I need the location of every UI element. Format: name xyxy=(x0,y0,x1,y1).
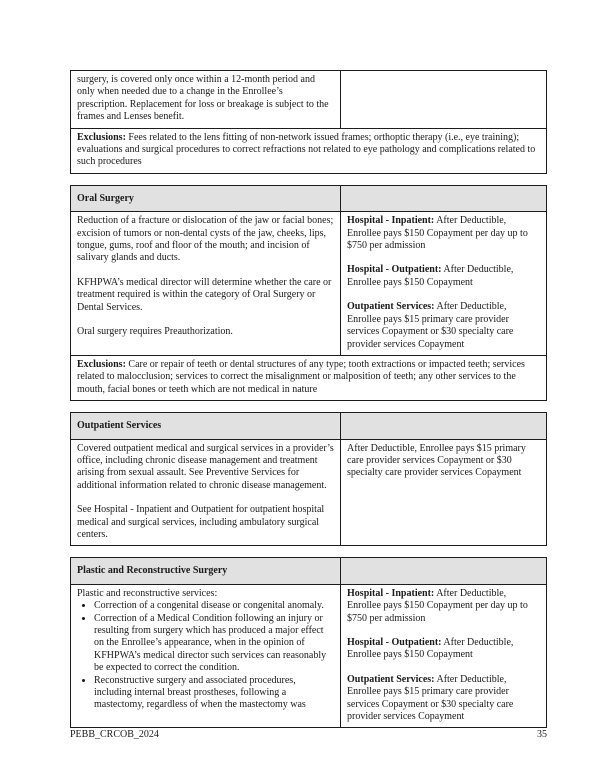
table-row xyxy=(71,212,547,356)
outpatient-services-table xyxy=(70,412,547,546)
description-paragraph: Oral surgery requires Preauthorization. xyxy=(77,326,233,338)
plastic-surgery-title: Plastic and Reconstructive Surgery xyxy=(71,558,341,584)
oral-surgery-cost xyxy=(341,212,547,356)
benefit-label: Hospital - Outpatient: xyxy=(347,264,442,276)
benefit-hospital-outpatient xyxy=(347,264,540,289)
benefit-label: Hospital - Inpatient: xyxy=(347,215,435,227)
vision-hardware-table-continued xyxy=(70,70,547,174)
benefit-text: After Deductible, Enrollee pays $15 primary care provider services Copayment or $30 specialty care provider services Copayment xyxy=(347,673,514,723)
description-paragraph: Covered outpatient medical and surgical services in a provider’s office, including chronic disease management and treatment arising from sexual assault. See Preventive Services for additional information related to chronic disease management. xyxy=(77,442,334,491)
vision-exclusions xyxy=(71,128,547,173)
benefit-hospital-inpatient xyxy=(347,588,540,625)
description-intro: Plastic and reconstructive services: xyxy=(77,587,218,599)
benefit-text: After Deductible, Enrollee pays $150 Copayment xyxy=(347,637,514,661)
outpatient-services-cost xyxy=(341,439,547,546)
description-paragraph: KFHPWA’s medical director will determine whether the care or treatment required is within the category of Oral Surgery or Dental Services. xyxy=(77,276,332,313)
benefit-label: Hospital - Outpatient: xyxy=(347,637,442,648)
plastic-surgery-title-spacer xyxy=(341,558,547,584)
exclusions-label: Exclusions: xyxy=(77,131,126,143)
vision-benefit-description xyxy=(71,71,341,129)
table-row xyxy=(71,355,547,400)
outpatient-services-title-spacer xyxy=(341,413,547,439)
document-id: PEBB_CRCOB_2024 xyxy=(70,729,159,740)
vision-benefit-cost-empty xyxy=(341,71,547,129)
table-row xyxy=(71,584,547,728)
table-row xyxy=(71,128,547,173)
benefit-hospital-inpatient xyxy=(347,215,540,252)
table-row xyxy=(71,558,547,584)
benefit-outpatient-services xyxy=(347,674,540,724)
table-row xyxy=(71,413,547,439)
benefit-label: Hospital - Inpatient: xyxy=(347,587,435,599)
service-bullet-list xyxy=(77,600,334,712)
page-body xyxy=(70,70,547,739)
benefit-text: After Deductible, Enrollee pays $15 primary care provider services Copayment or $30 specialty care provider services Copayment xyxy=(347,442,526,479)
oral-surgery-table xyxy=(70,185,547,401)
benefit-hospital-outpatient xyxy=(347,637,540,662)
list-item: • Correction of a Medical Condition following an injury or resulting from surgery which has produced a major effect on the Enrollee’s appearance, when in the opinion of KFHPWA’s medical director such services can reasonably be expected to correct the condition. xyxy=(94,613,334,675)
exclusions-text: Fees related to the lens fitting of non-network issued frames; orthoptic therapy (i.e., eye training); evaluations and surgical procedures to correct refractions not related to eye pathology and complications related to such procedures xyxy=(77,131,536,168)
list-item: • Correction of a congenital disease or congenital anomaly. xyxy=(94,600,334,612)
plastic-reconstructive-surgery-table xyxy=(70,557,547,728)
list-item: • Reconstructive surgery and associated procedures, including internal breast prostheses, following a mastectomy, regardless of when the mastectomy was xyxy=(94,675,334,712)
description-paragraph: Reduction of a fracture or dislocation of the jaw or facial bones; excision of tumors or non-dental cysts of the jaw, cheeks, lips, tongue, gums, roof and floor of the mouth; and incision of salivary glands and ducts. xyxy=(77,215,334,264)
table-row xyxy=(71,185,547,211)
benefit-text: After Deductible, Enrollee pays $150 Copayment per day up to $750 per admission xyxy=(347,215,528,252)
outpatient-services-description xyxy=(71,439,341,546)
page-footer xyxy=(70,729,547,740)
benefit-outpatient-services xyxy=(347,301,540,351)
exclusions-label: Exclusions: xyxy=(77,358,126,370)
description-paragraph: surgery, is covered only once within a 12-month period and only when needed due to a change in the Enrollee’s prescription. Replacement for loss or breakage is subject to the frames and Lenses benefit. xyxy=(77,74,329,123)
benefit-text: After Deductible, Enrollee pays $150 Copayment xyxy=(347,264,514,288)
benefit-label: Outpatient Services: xyxy=(347,301,435,313)
oral-surgery-description xyxy=(71,212,341,356)
oral-surgery-title: Oral Surgery xyxy=(71,185,341,211)
benefit-text: After Deductible, Enrollee pays $150 Copayment per day up to $750 per admission xyxy=(347,587,528,624)
plastic-surgery-cost xyxy=(341,584,547,728)
table-row xyxy=(71,71,547,129)
description-paragraph: See Hospital - Inpatient and Outpatient for outpatient hospital medical and surgical services, including ambulatory surgical centers. xyxy=(77,504,325,540)
page-number: 35 xyxy=(537,729,547,740)
outpatient-services-title: Outpatient Services xyxy=(71,413,341,439)
benefit-label: Outpatient Services: xyxy=(347,673,435,685)
exclusions-text: Care or repair of teeth or dental structures of any type; tooth extractions or impacted teeth; services related to malocclusion; services to correct the misalignment or malposition of teeth; any other services to the mouth, facial bones or teeth which are not medical in nature xyxy=(77,358,525,395)
table-row xyxy=(71,439,547,546)
plastic-surgery-description xyxy=(71,584,341,728)
oral-surgery-exclusions xyxy=(71,355,547,400)
benefit-text: After Deductible, Enrollee pays $15 primary care provider services Copayment or $30 specialty care provider services Copayment xyxy=(347,301,514,350)
oral-surgery-title-spacer xyxy=(341,185,547,211)
